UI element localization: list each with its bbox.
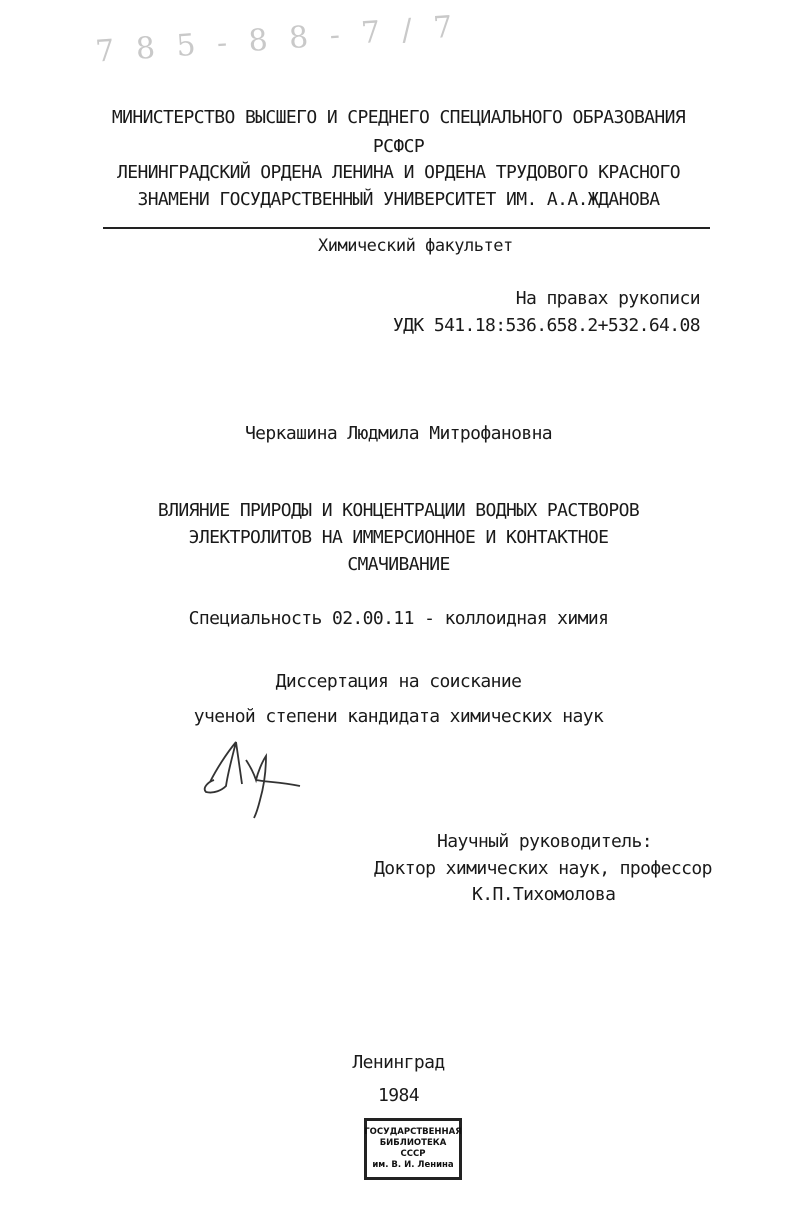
university-line-1: ЛЕНИНГРАДСКИЙ ОРДЕНА ЛЕНИНА И ОРДЕНА ТРУДОВОГО КРАСНОГО (116, 162, 681, 183)
faculty: Химический факультет (318, 236, 513, 256)
header-divider (103, 227, 710, 229)
manuscript-rights: На правах рукописи (515, 288, 700, 309)
stamp-line-1: ГОСУДАРСТВЕННАЯ (364, 1127, 462, 1137)
author-name: Черкашина Людмила Митрофановна (244, 423, 553, 444)
republic-line: РСФСР (372, 136, 425, 157)
specialty: Специальность 02.00.11 - коллоидная химия (188, 608, 609, 629)
year: 1984 (378, 1085, 419, 1106)
udk-code: УДК 541.18:536.658.2+532.64.08 (392, 315, 700, 336)
supervisor-name: К.П.Тихомолова (472, 884, 616, 905)
dissertation-line-2: ученой степени кандидата химических наук (193, 706, 604, 727)
supervisor-degree: Доктор химических наук, профессор (374, 858, 712, 879)
stamp-line-2: БИБЛИОТЕКА (379, 1138, 447, 1148)
library-stamp (364, 1118, 462, 1180)
archive-marks: 7 8 5 - 8 8 - 7 / 7 (94, 9, 460, 70)
supervisor-label: Научный руководитель: (437, 831, 652, 852)
ministry-line: МИНИСТЕРСТВО ВЫСШЕГО И СРЕДНЕГО СПЕЦИАЛЬНОГО ОБРАЗОВАНИЯ (111, 107, 686, 128)
city: Ленинград (352, 1052, 445, 1073)
thesis-title-line-1: ВЛИЯНИЕ ПРИРОДЫ И КОНЦЕНТРАЦИИ ВОДНЫХ РАСТВОРОВ (157, 500, 640, 521)
university-line-2: ЗНАМЕНИ ГОСУДАРСТВЕННЫЙ УНИВЕРСИТЕТ ИМ. А.А.ЖДАНОВА (137, 189, 660, 210)
dissertation-line-1: Диссертация на соискание (275, 671, 522, 692)
thesis-title-line-3: СМАЧИВАНИЕ (347, 554, 450, 575)
stamp-line-3: СССР (400, 1149, 426, 1159)
signature (196, 736, 316, 822)
stamp-line-4: им. В. И. Ленина (372, 1160, 454, 1170)
thesis-title-line-2: ЭЛЕКТРОЛИТОВ НА ИММЕРСИОННОЕ И КОНТАКТНОЕ (188, 527, 609, 548)
